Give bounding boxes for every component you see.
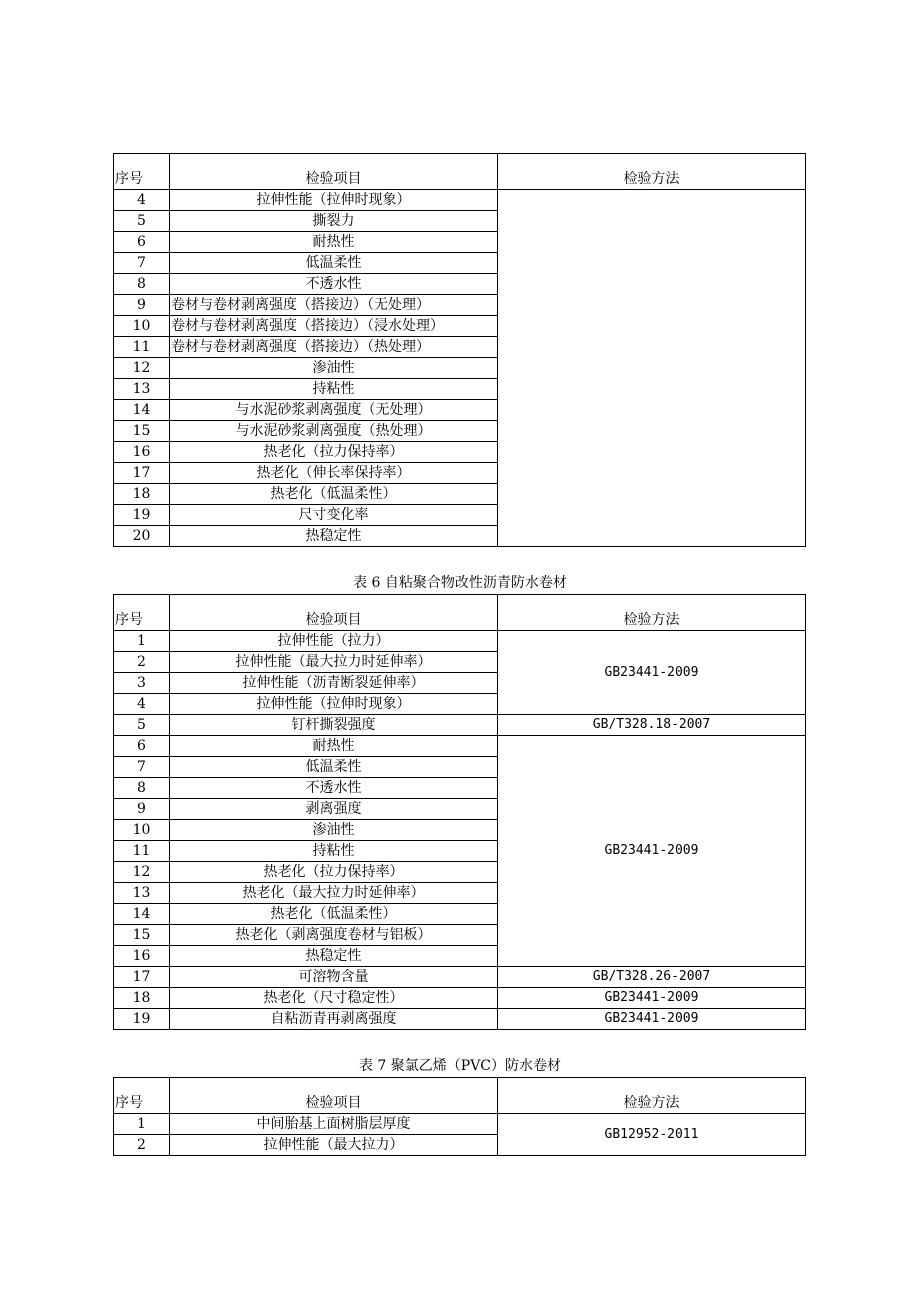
- row-item: 拉伸性能（拉伸时现象）: [170, 190, 498, 211]
- row-no: 4: [114, 694, 170, 715]
- row-item: 热稳定性: [170, 946, 498, 967]
- row-no: 13: [114, 379, 170, 400]
- row-item: 热老化（尺寸稳定性）: [170, 988, 498, 1009]
- row-no: 17: [114, 463, 170, 484]
- row-no: 19: [114, 1009, 170, 1030]
- row-no: 11: [114, 337, 170, 358]
- table6: [113, 594, 806, 1030]
- row-no: 18: [114, 484, 170, 505]
- row-item: 持粘性: [170, 379, 498, 400]
- row-no: 14: [114, 400, 170, 421]
- row-item: 拉伸性能（最大拉力时延伸率）: [170, 652, 498, 673]
- row-no: 8: [114, 778, 170, 799]
- row-no: 1: [114, 1114, 170, 1135]
- table-row: [114, 1009, 806, 1030]
- row-no: 17: [114, 967, 170, 988]
- row-no: 10: [114, 316, 170, 337]
- row-no: 15: [114, 925, 170, 946]
- row-no: 7: [114, 253, 170, 274]
- header-method: 检验方法: [498, 1078, 806, 1114]
- row-no: 15: [114, 421, 170, 442]
- row-no: 13: [114, 883, 170, 904]
- table6-caption: 表 6 自粘聚合物改性沥青防水卷材: [353, 575, 567, 591]
- row-no: 7: [114, 757, 170, 778]
- row-no: 16: [114, 442, 170, 463]
- row-method: GB23441-2009: [498, 631, 806, 715]
- row-item: 不透水性: [170, 778, 498, 799]
- row-item: 低温柔性: [170, 757, 498, 778]
- row-item: 撕裂力: [170, 211, 498, 232]
- table-header-row: [114, 595, 806, 631]
- table-row: [114, 631, 806, 652]
- row-no: 11: [114, 841, 170, 862]
- row-method: GB12952-2011: [498, 1114, 806, 1156]
- row-no: 9: [114, 799, 170, 820]
- row-method: GB/T328.18-2007: [498, 715, 806, 736]
- row-no: 6: [114, 232, 170, 253]
- table-row: [114, 967, 806, 988]
- row-item: 低温柔性: [170, 253, 498, 274]
- row-item: 耐热性: [170, 736, 498, 757]
- table-row: [114, 736, 806, 757]
- row-item: 拉伸性能（拉力）: [170, 631, 498, 652]
- row-method: [498, 190, 806, 547]
- row-method: GB23441-2009: [498, 1009, 806, 1030]
- row-no: 3: [114, 673, 170, 694]
- row-item: 热老化（剥离强度卷材与铝板）: [170, 925, 498, 946]
- row-no: 6: [114, 736, 170, 757]
- header-method: 检验方法: [498, 154, 806, 190]
- row-item: 剥离强度: [170, 799, 498, 820]
- row-no: 20: [114, 526, 170, 547]
- row-item: 热稳定性: [170, 526, 498, 547]
- row-no: 12: [114, 358, 170, 379]
- row-item: 渗油性: [170, 820, 498, 841]
- row-item: 热老化（最大拉力时延伸率）: [170, 883, 498, 904]
- table-header-row: [114, 154, 806, 190]
- table-row: [114, 988, 806, 1009]
- row-item: 卷材与卷材剥离强度（搭接边）（无处理）: [170, 295, 498, 316]
- row-no: 2: [114, 1135, 170, 1156]
- table7: [113, 1077, 806, 1156]
- header-no: 序号: [114, 154, 170, 190]
- row-no: 8: [114, 274, 170, 295]
- table-row: [114, 1114, 806, 1135]
- row-no: 18: [114, 988, 170, 1009]
- row-method: GB23441-2009: [498, 988, 806, 1009]
- header-no: 序号: [114, 1078, 170, 1114]
- row-item: 热老化（低温柔性）: [170, 904, 498, 925]
- table7-caption: 表 7 聚氯乙烯（PVC）防水卷材: [358, 1058, 562, 1074]
- row-item: 拉伸性能（拉伸时现象）: [170, 694, 498, 715]
- row-item: 渗油性: [170, 358, 498, 379]
- row-no: 5: [114, 211, 170, 232]
- row-item: 热老化（拉力保持率）: [170, 442, 498, 463]
- row-no: 2: [114, 652, 170, 673]
- table-header-row: [114, 1078, 806, 1114]
- row-method: GB23441-2009: [498, 736, 806, 967]
- row-item: 与水泥砂浆剥离强度（无处理）: [170, 400, 498, 421]
- header-item: 检验项目: [170, 1078, 498, 1114]
- row-item: 可溶物含量: [170, 967, 498, 988]
- row-item: 热老化（低温柔性）: [170, 484, 498, 505]
- table-row: [114, 190, 806, 211]
- row-item: 与水泥砂浆剥离强度（热处理）: [170, 421, 498, 442]
- header-no: 序号: [114, 595, 170, 631]
- row-item: 尺寸变化率: [170, 505, 498, 526]
- row-no: 5: [114, 715, 170, 736]
- table-continued: [113, 153, 806, 547]
- row-item: 卷材与卷材剥离强度（搭接边）（浸水处理）: [170, 316, 498, 337]
- row-item: 钉杆撕裂强度: [170, 715, 498, 736]
- row-item: 拉伸性能（沥青断裂延伸率）: [170, 673, 498, 694]
- row-item: 耐热性: [170, 232, 498, 253]
- row-item: 自粘沥青再剥离强度: [170, 1009, 498, 1030]
- row-item: 热老化（拉力保持率）: [170, 862, 498, 883]
- row-no: 14: [114, 904, 170, 925]
- row-no: 19: [114, 505, 170, 526]
- row-no: 12: [114, 862, 170, 883]
- header-method: 检验方法: [498, 595, 806, 631]
- row-no: 16: [114, 946, 170, 967]
- row-item: 中间胎基上面树脂层厚度: [170, 1114, 498, 1135]
- header-item: 检验项目: [170, 595, 498, 631]
- table-row: [114, 715, 806, 736]
- row-no: 4: [114, 190, 170, 211]
- row-item: 持粘性: [170, 841, 498, 862]
- row-method: GB/T328.26-2007: [498, 967, 806, 988]
- header-item: 检验项目: [170, 154, 498, 190]
- row-no: 10: [114, 820, 170, 841]
- row-item: 不透水性: [170, 274, 498, 295]
- row-item: 卷材与卷材剥离强度（搭接边）（热处理）: [170, 337, 498, 358]
- row-item: 拉伸性能（最大拉力）: [170, 1135, 498, 1156]
- row-no: 1: [114, 631, 170, 652]
- row-no: 9: [114, 295, 170, 316]
- row-item: 热老化（伸长率保持率）: [170, 463, 498, 484]
